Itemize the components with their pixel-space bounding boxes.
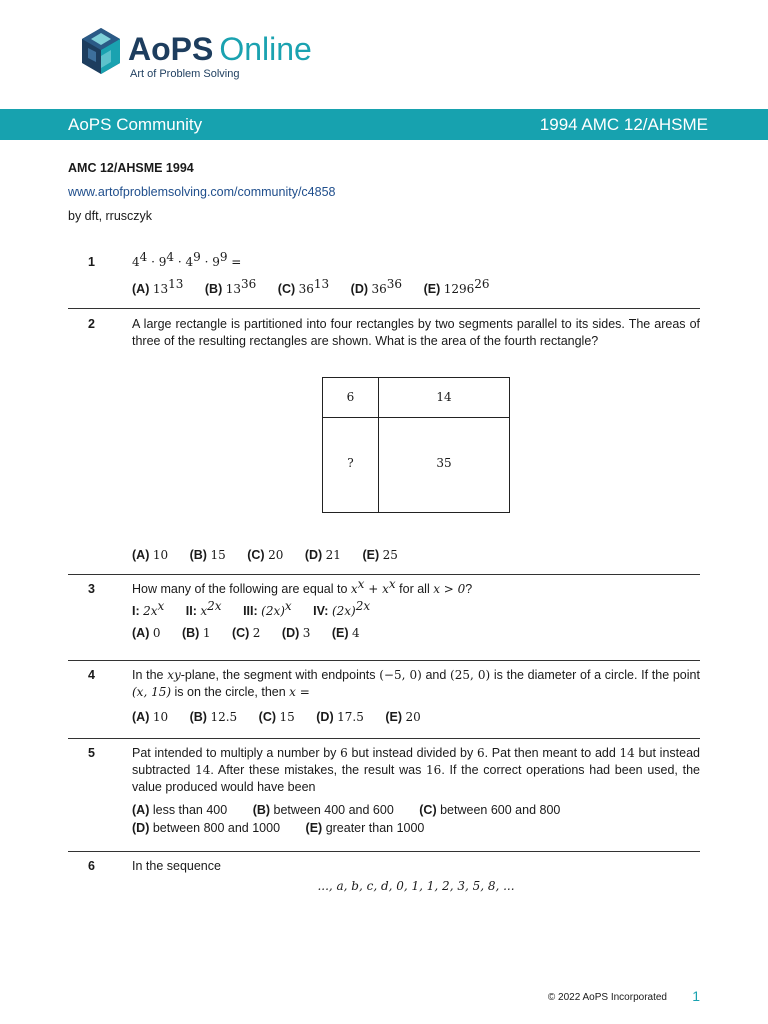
problem-number: 3 [88, 582, 95, 596]
choice-e: (E) 4 [331, 626, 360, 640]
contest-url-link[interactable]: www.artofproblemsolving.com/community/c4858 [68, 185, 336, 199]
choice-e: (E) 1296$^{26}$ [423, 276, 490, 296]
choice-b: (B) $13^{36}$ [204, 276, 257, 296]
problem-6-text: In the sequence [132, 859, 221, 873]
area-bottom-right: 35 [436, 456, 452, 470]
contest-header [68, 156, 335, 228]
choice-a: (A) 10 [132, 548, 169, 562]
item-iv: IV: $(2x)^{2x}$ [313, 598, 371, 618]
choice-c: (C) 2 [231, 626, 261, 640]
problem-number: 6 [88, 859, 95, 873]
logo-brand: AoPS [128, 31, 214, 67]
answer-choices [132, 547, 700, 564]
choice-a: (A) $13^{13}$ [132, 276, 184, 296]
choice-c: (C) $36^{13}$ [277, 276, 330, 296]
divider [68, 574, 700, 575]
contest-authors: by dft, rrusczyk [68, 209, 153, 223]
divider [68, 660, 700, 661]
aops-online-logo [80, 26, 340, 86]
header-banner [0, 109, 768, 140]
logo-tagline: Art of Problem Solving [130, 68, 240, 80]
answer-choices-row-1 [132, 802, 700, 819]
choice-c: (C) between 600 and 800 [419, 803, 561, 817]
choice-a: (A) 10 [132, 710, 169, 724]
choice-d: (D) between 800 and 1000 [132, 821, 281, 835]
problem-4 [68, 667, 700, 726]
problem-number: 5 [88, 746, 95, 760]
problem-number: 1 [88, 255, 95, 269]
area-top-left: 6 [346, 390, 355, 404]
choice-b: (B) 12.5 [189, 710, 238, 724]
problem-3-text: How many of the following are equal to $x^x + x^x$ for all x > 0? [132, 576, 473, 596]
area-bottom-left: ? [347, 456, 354, 470]
cube-logo-icon [80, 26, 122, 76]
choice-d: (D) $36^{36}$ [350, 276, 403, 296]
area-top-right: 14 [436, 390, 452, 404]
problem-5-text: Pat intended to multiply a number by 6 but instead divided by 6. Pat then meant to add 14 but instead subtracted 14. After these mistakes, the result was 16. If the correct operations had been used, the value produced would have been [132, 746, 700, 794]
problem-2-text: A large rectangle is partitioned into four rectangles by two segments parallel to its sides. The areas of three of the resulting rectangles are shown. What is the area of the fourth rectangle? [132, 317, 700, 348]
problem-6 [68, 858, 700, 895]
banner-community-title: AoPS Community [68, 115, 203, 134]
choice-c: (C) 15 [258, 710, 295, 724]
logo-product: Online [219, 31, 312, 67]
partitioned-rectangle-figure [322, 377, 510, 513]
answer-choices [132, 625, 700, 642]
choice-e: (E) 25 [362, 548, 398, 562]
choice-d: (D) 21 [304, 548, 341, 562]
contest-title: AMC 12/AHSME 1994 [68, 161, 194, 175]
choice-e: (E) greater than 1000 [305, 821, 425, 835]
fibonacci-sequence: ..., a, b, c, d, 0, 1, 1, 2, 3, 5, 8, ... [317, 879, 515, 893]
problem-number: 4 [88, 668, 95, 682]
footer-copyright: © 2022 AoPS Incorporated [547, 992, 667, 1003]
problem-1 [68, 249, 700, 298]
divider [68, 851, 700, 852]
problem-number: 2 [88, 317, 95, 331]
item-ii: II: $x^{2x}$ [185, 598, 222, 618]
answer-choices-row-2 [132, 820, 700, 837]
choice-a: (A) 0 [132, 626, 161, 640]
divider [68, 308, 700, 309]
item-i: I: $2x^x$ [132, 598, 165, 618]
problem-2 [68, 316, 700, 350]
item-iii: III: $(2x)^x$ [243, 598, 292, 618]
answer-choices [132, 709, 700, 726]
figure-horizontal-segment [323, 417, 509, 418]
problem-2-choices [68, 547, 700, 564]
divider [68, 738, 700, 739]
problem-3 [68, 576, 700, 642]
choice-b: (B) between 400 and 600 [252, 803, 394, 817]
choice-a: (A) less than 400 [132, 803, 228, 817]
choice-e: (E) 20 [385, 710, 421, 724]
choice-c: (C) 20 [247, 548, 284, 562]
choice-d: (D) 3 [281, 626, 311, 640]
logo-wordmark [128, 30, 312, 68]
problem-5 [68, 745, 700, 837]
page-number: 1 [692, 988, 700, 1004]
roman-items [132, 598, 700, 620]
choice-b: (B) 1 [181, 626, 211, 640]
choice-b: (B) 15 [189, 548, 226, 562]
choice-d: (D) 17.5 [316, 710, 364, 724]
problem-4-text: In the xy-plane, the segment with endpoints (−5, 0) and (25, 0) is the diameter of a circle. If the point (x, 15) is on the circle, then x = [132, 668, 700, 699]
banner-contest-title: 1994 AMC 12/AHSME [539, 115, 708, 134]
answer-choices [132, 276, 700, 298]
problem-1-expression: $4^4 \cdot 9^4 \cdot 4^9 \cdot 9^9$ = [132, 249, 242, 269]
